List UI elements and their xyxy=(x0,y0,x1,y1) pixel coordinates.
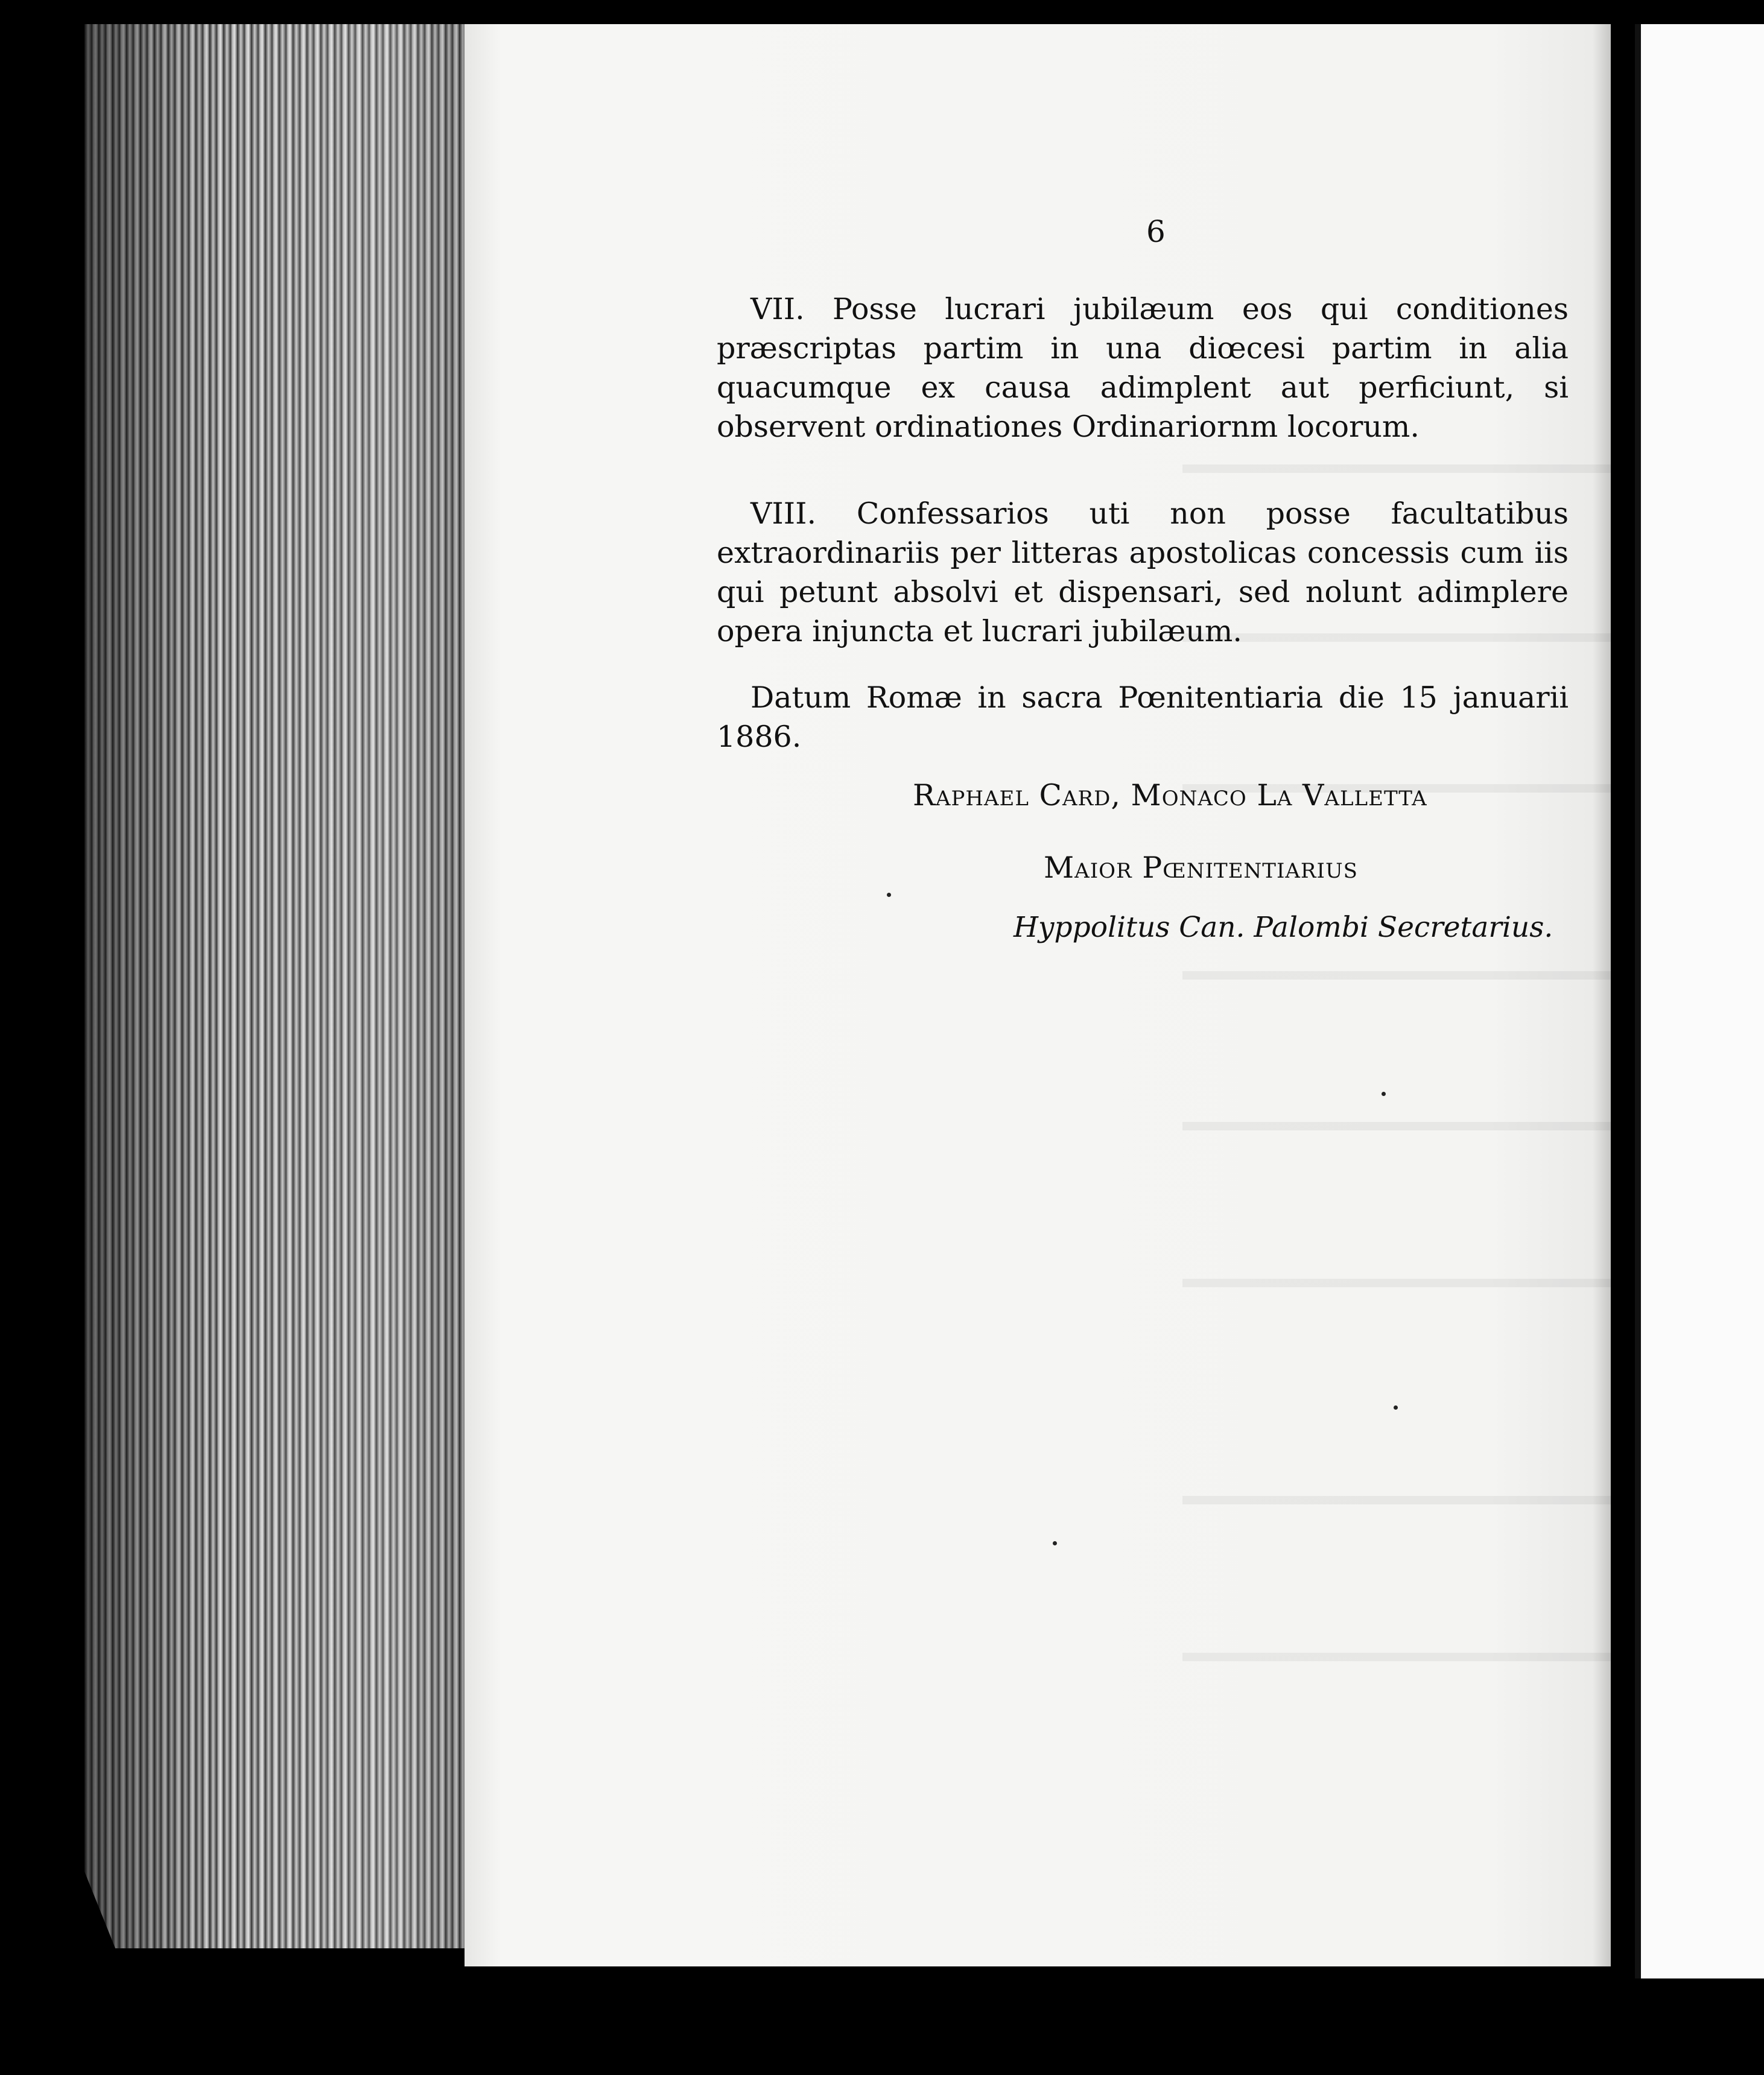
facing-page xyxy=(1635,24,1764,1978)
ink-speck xyxy=(887,893,891,897)
paragraph-dated: Datum Romæ in sacra Pœnitentiaria die 15 januarii 1886. xyxy=(717,680,1569,754)
book-page-edges xyxy=(84,24,471,1948)
ink-speck xyxy=(1394,1405,1398,1410)
signatory-name: Raphael Card, Monaco La Valletta xyxy=(913,778,1427,813)
page-number: 6 xyxy=(1146,214,1166,249)
ink-speck xyxy=(1053,1541,1057,1545)
paragraph-vii: VII. Posse lucrari jubilæum eos qui conditiones præscriptas partim in una diœcesi partim in alia quacumque ex causa adimplent aut perficiunt, si observent ordinationes Ordinariornm locorum. xyxy=(717,292,1569,444)
secretary-signature: Hyppolitus Can. Palombi Secretarius. xyxy=(1014,911,1553,944)
paragraph-viii: VIII. Confessarios uti non posse facultatibus extraordinariis per litteras apostolicas concessis cum iis qui petunt absolvi et dispensari, sed nolunt adimplere opera injuncta et lucrari jubilæum. xyxy=(717,496,1569,648)
ink-speck xyxy=(1382,1092,1386,1096)
signatory-title: Maior Pœnitentiarius xyxy=(1044,851,1358,885)
gutter-shadow xyxy=(1593,24,1635,1966)
